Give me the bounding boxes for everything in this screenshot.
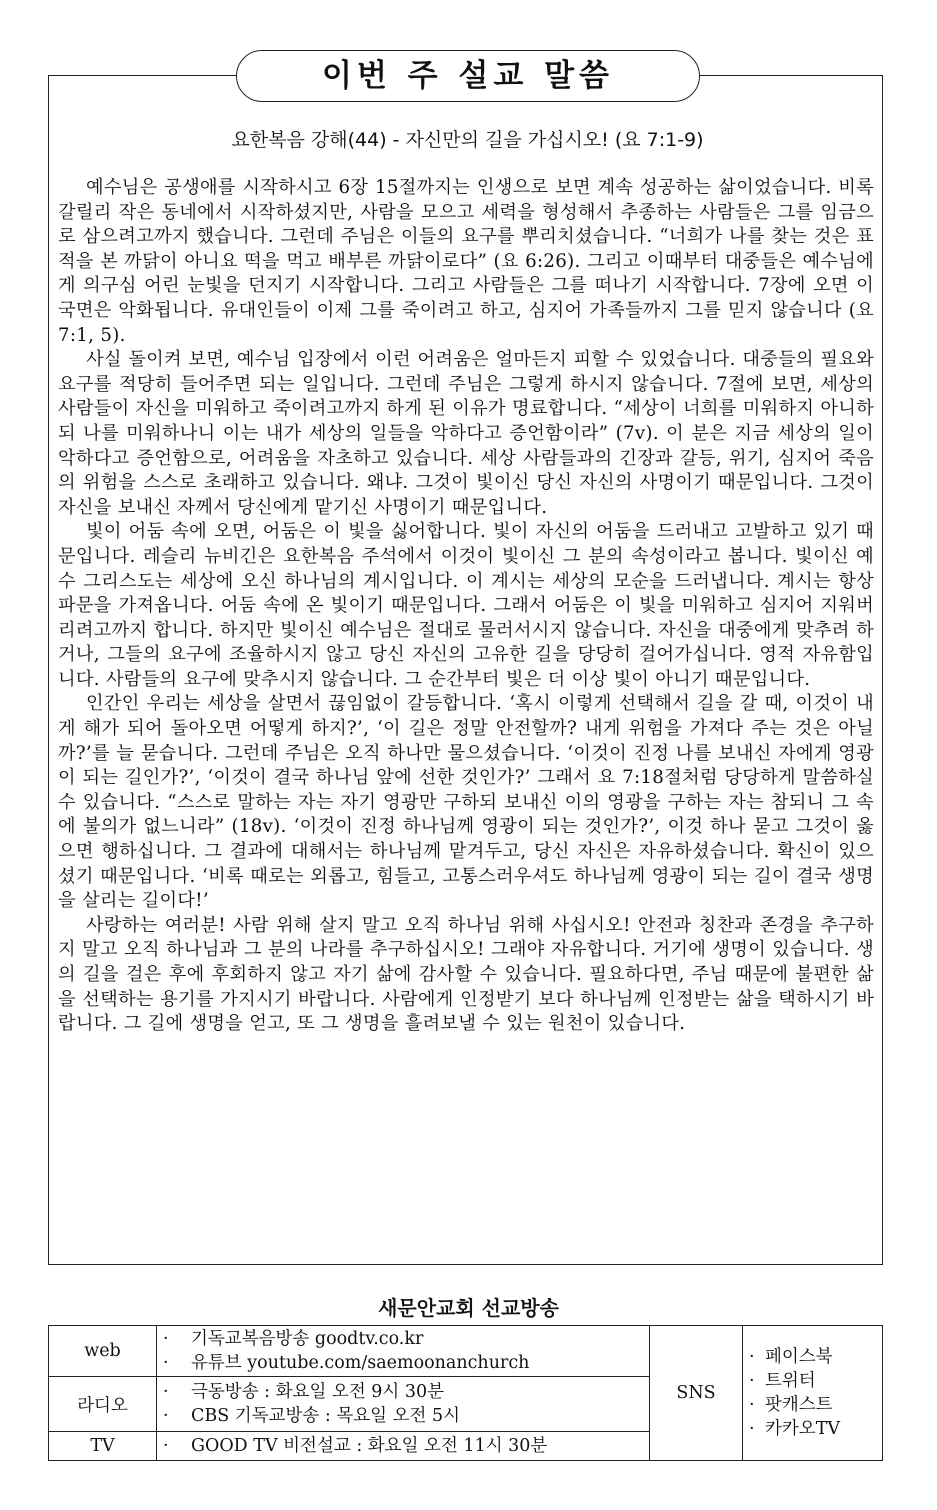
table-row bbox=[49, 1326, 883, 1377]
list-item: 카카오TV bbox=[765, 1419, 841, 1439]
paragraph: 사랑하는 여러분! 사람 위해 살지 말고 오직 하나님 위해 사십시오! 안전과 칭찬과 존경을 추구하지 말고 오직 하나님과 그 분의 나라를 추구하십시오! 그래야 자유합니다. 거기에 생명이 있습니다. 생의 길을 걸은 후에 후회하지 않고 자기 삶에 감사할 수 있습니다. 필요하다면, 주님 때문에 불편한 삶을 선택하는 용기를 가지시기 바랍니다. 사람에게 인정받기 보다 하나님께 인정받는 삶을 택하시기 바랍니다. 그 길에 생명을 얻고, 또 그 생명을 흘려보낼 수 있는 원천이 있습니다. bbox=[58, 914, 874, 1035]
list-item: 유튜브 youtube.com/saemoonanchurch bbox=[191, 1353, 530, 1373]
sermon-title: 요한복음 강해(44) - 자신만의 길을 가십시오! (요 7:1-9) bbox=[231, 129, 704, 151]
list-item: 트위터 bbox=[765, 1371, 816, 1391]
tv-label: TV bbox=[49, 1432, 157, 1461]
list-item: 기독교복음방송 goodtv.co.kr bbox=[191, 1329, 424, 1349]
list-item: 페이스북 bbox=[765, 1347, 833, 1367]
paragraph: 사실 돌이켜 보면, 예수님 입장에서 이런 어려움은 얼마든지 피할 수 있었습니다. 대중들의 필요와 요구를 적당히 들어주면 되는 일입니다. 그런데 주님은 그렇게 하시지 않습니다. 7절에 보면, 세상의 사람들이 자신을 미워하고 죽이려고까지 하게 된 이유가 명료합니다. “세상이 너희를 미워하지 아니하되 나를 미워하나니 이는 내가 세상의 일들을 악하다고 증언함이라” (7v). 이 분은 지금 세상의 일이 악하다고 증언함으로, 어려움을 자초하고 있습니다. 세상 사람들과의 긴장과 갈등, 위기, 심지어 죽음의 위험을 스스로 초래하고 있습니다. 왜냐. 그것이 빛이신 당신 자신의 사명이기 때문입니다. 그것이 자신을 보내신 자께서 당신에게 맡기신 사명이기 때문입니다. bbox=[58, 349, 874, 518]
list-item: 팟캐스트 bbox=[765, 1395, 833, 1415]
broadcast-table bbox=[48, 1325, 883, 1461]
sns-label: SNS bbox=[650, 1326, 743, 1461]
page-title: 이번 주 설교 말씀 bbox=[236, 50, 700, 102]
radio-cell: · 극동방송 : 화요일 오전 9시 30분 · CBS 기독교방송 : 목요일 오전 5시 bbox=[157, 1377, 650, 1432]
list-item: CBS 기독교방송 : 목요일 오전 5시 bbox=[191, 1406, 461, 1426]
list-item: 극동방송 : 화요일 오전 9시 30분 bbox=[191, 1382, 445, 1402]
paragraph: 인간인 우리는 세상을 살면서 끊임없이 갈등합니다. ‘혹시 이렇게 선택해서 길을 갈 때, 이것이 내게 해가 되어 돌아오면 어떻게 하지?’, ‘이 길은 정말 안전할까? 내게 위험을 가져다 주는 것은 아닐까?’를 늘 묻습니다. 그런데 주님은 오직 하나만 물으셨습니다. ‘이것이 진정 나를 보내신 자에게 영광이 되는 길인가?’, ‘이것이 결국 하나님 앞에 선한 것인가?’ 그래서 요 7:18절처럼 당당하게 말씀하실 수 있습니다. “스스로 말하는 자는 자기 영광만 구하되 보내신 이의 영광을 구하는 자는 참되니 그 속에 불의가 없느니라” (18v). ‘이것이 진정 하나님께 영광이 되는 것인가?’, 이것 하나 묻고 그것이 옳으면 행하십니다. 그 결과에 대해서는 하나님께 맡겨두고, 당신 자신은 자유하셨습니다. 확신이 있으셨기 때문입니다. ‘비록 때로는 외롭고, 힘들고, 고통스러우셔도 하나님께 영광이 되는 길이 결국 생명을 살리는 길이다!’ bbox=[58, 693, 874, 912]
tv-cell: · GOOD TV 비전설교 : 화요일 오전 11시 30분 bbox=[157, 1432, 650, 1461]
list-item: GOOD TV 비전설교 : 화요일 오전 11시 30분 bbox=[191, 1436, 548, 1456]
web-cell: · 기독교복음방송 goodtv.co.kr · 유튜브 youtube.com/saemoonanchurch bbox=[157, 1326, 650, 1377]
sns-list: · 페이스북 · 트위터 · 팟캐스트 · 카카오TV bbox=[743, 1326, 883, 1461]
radio-label: 라디오 bbox=[49, 1377, 157, 1432]
sermon-body bbox=[58, 176, 874, 1037]
paragraph: 예수님은 공생애를 시작하시고 6장 15절까지는 인생으로 보면 계속 성공하는 삶이었습니다. 비록 갈릴리 작은 동네에서 시작하셨지만, 사람을 모으고 세력을 형성해서 추종하는 사람들은 그를 임금으로 삼으려고까지 했습니다. 그런데 주님은 이들의 요구를 뿌리치셨습니다. “너희가 나를 찾는 것은 표적을 본 까닭이 아니요 떡을 먹고 배부른 까닭이로다” (요 6:26). 그리고 이때부터 대중들은 예수님에게 의구심 어린 눈빛을 던지기 시작합니다. 그리고 사람들은 그를 떠나기 시작합니다. 7장에 오면 이 국면은 악화됩니다. 유대인들이 이제 그를 죽이려고 하고, 심지어 가족들까지 그를 믿지 않습니다 (요 7:1, 5). bbox=[58, 177, 874, 346]
web-label: web bbox=[49, 1326, 157, 1377]
paragraph: 빛이 어둠 속에 오면, 어둠은 이 빛을 싫어합니다. 빛이 자신의 어둠을 드러내고 고발하고 있기 때문입니다. 레슬리 뉴비긴은 요한복음 주석에서 이것이 빛이신 그 분의 속성이라고 봅니다. 빛이신 예수 그리스도는 세상에 오신 하나님의 계시입니다. 이 계시는 세상의 모순을 드러냅니다. 계시는 항상 파문을 가져옵니다. 어둠 속에 온 빛이기 때문입니다. 그래서 어둠은 이 빛을 미워하고 심지어 지워버리려고까지 합니다. 하지만 빛이신 예수님은 절대로 물러서시지 않습니다. 자신을 대중에게 맞추려 하거나, 그들의 요구에 조율하시지 않고 당신 자신의 고유한 길을 당당히 걸어가십니다. 영적 자유함입니다. 사람들의 요구에 맞추시지 않습니다. 그 순간부터 빛은 더 이상 빛이 아니기 때문입니다. bbox=[58, 521, 874, 690]
broadcast-title: 새문안교회 선교방송 bbox=[378, 1296, 559, 1320]
